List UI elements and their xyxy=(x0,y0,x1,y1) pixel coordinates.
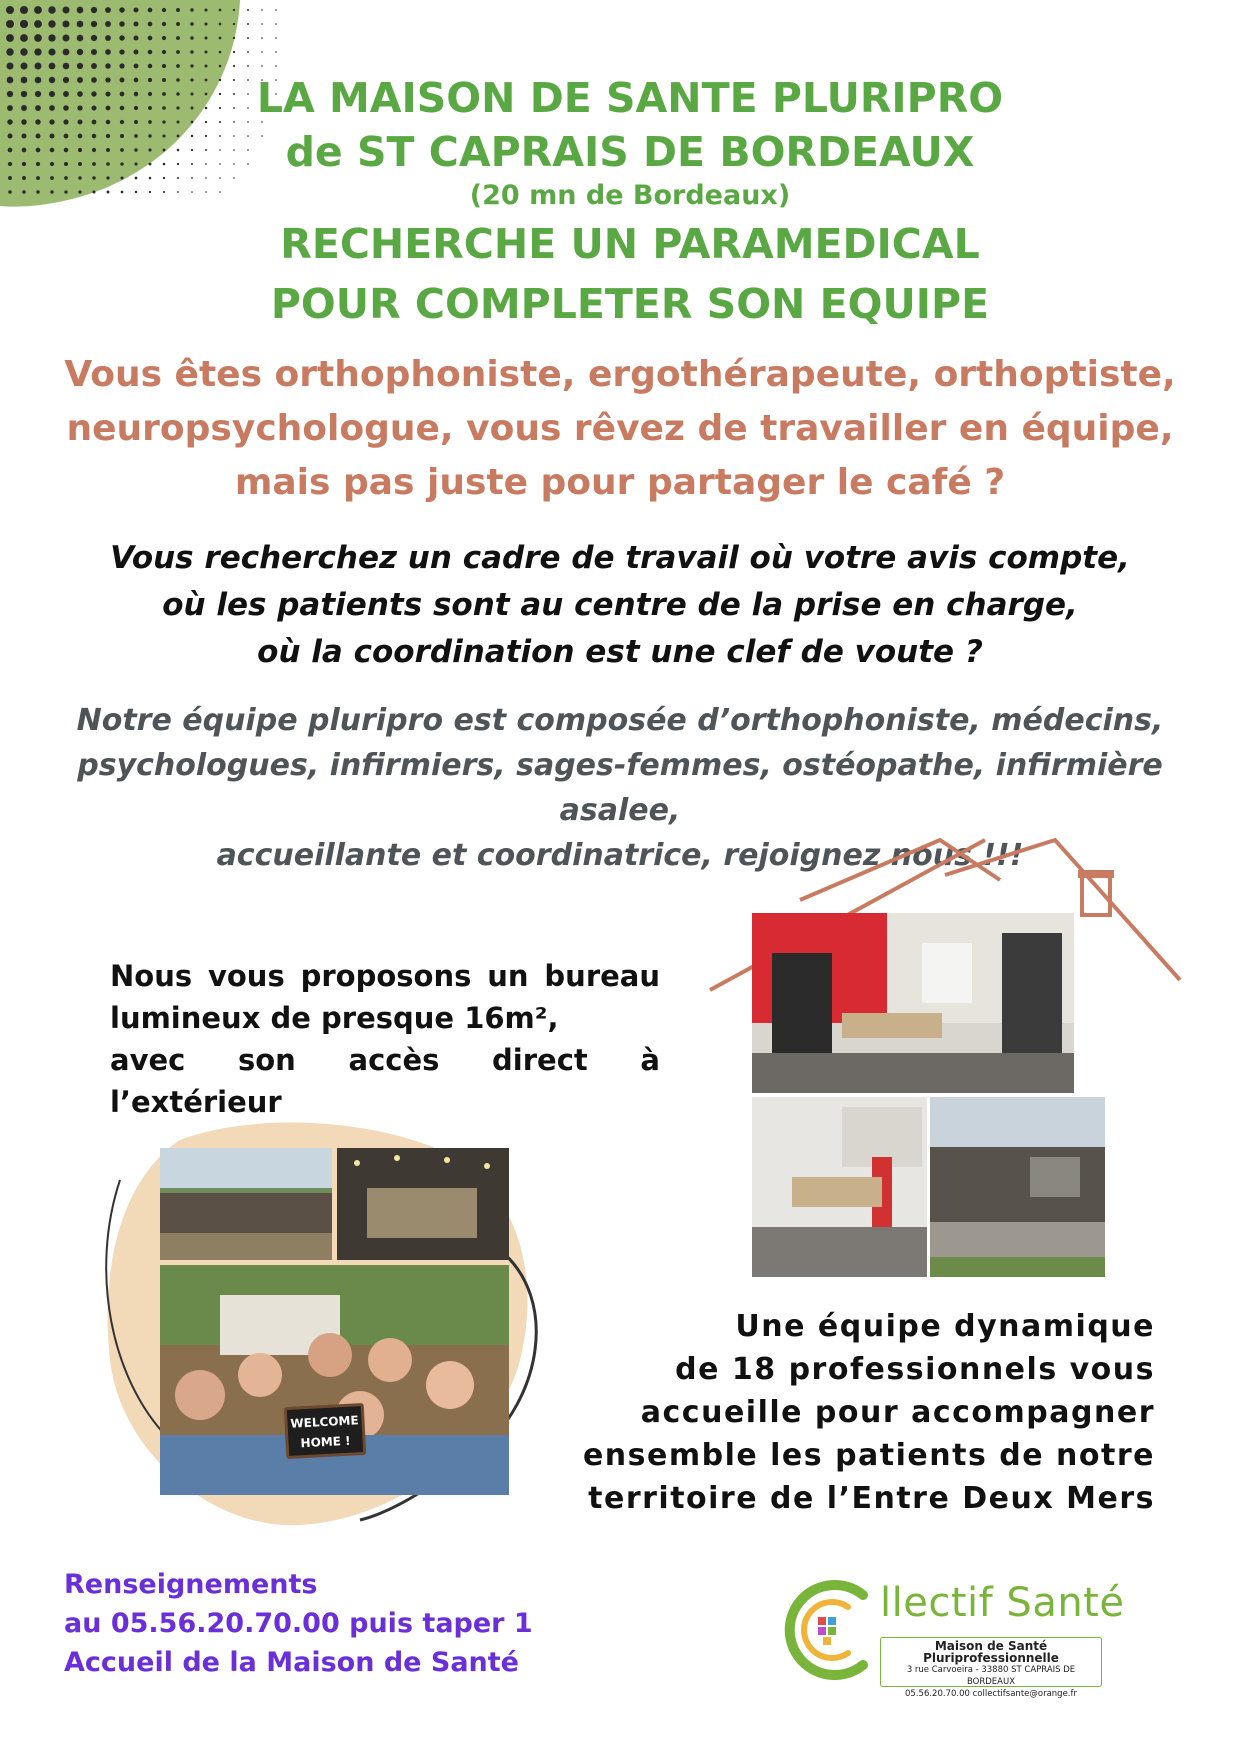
welcome-home-sign xyxy=(284,1403,367,1459)
logo-contact: 05.56.20.70.00 collectifsante@orange.fr xyxy=(905,1689,1077,1699)
logo-info-box xyxy=(880,1637,1102,1699)
dynamic-line: ensemble les patients de notre xyxy=(582,1438,1155,1473)
contact-phone: au 05.56.20.70.00 puis taper 1 xyxy=(64,1608,533,1639)
intro-line: Vous êtes orthophoniste, ergothérapeute, orthoptiste, xyxy=(64,354,1176,395)
office-line: avec son accès direct à l’extérieur xyxy=(110,1043,660,1119)
dynamic-line: territoire de l’Entre Deux Mers xyxy=(588,1481,1155,1516)
team-line: psychologues, infirmiers, sages-femmes, ostéopathe, infirmière asalee, xyxy=(77,748,1163,828)
team-photo-group xyxy=(160,1265,509,1495)
team-photo-outdoor xyxy=(160,1148,332,1260)
building-exterior-photo xyxy=(930,1097,1105,1277)
header-line-1: LA MAISON DE SANTE PLURIPRO xyxy=(256,74,1004,122)
dynamic-line: de 18 professionnels vous xyxy=(675,1352,1155,1387)
dynamic-line: accueille pour accompagner xyxy=(640,1395,1155,1430)
office-photo-room xyxy=(752,1097,927,1277)
question-line: où la coordination est une clef de voute ? xyxy=(257,634,983,670)
team-line: accueillante et coordinatrice, rejoignez nous !!! xyxy=(216,838,1024,873)
contact-line: Renseignements xyxy=(64,1569,318,1600)
intro-line: neuropsychologue, vous rêvez de travailler en équipe, xyxy=(66,408,1174,449)
logo-subtitle: Maison de Santé Pluriprofessionnelle xyxy=(923,1639,1059,1665)
header-line-4: RECHERCHE UN PARAMEDICAL xyxy=(280,220,980,268)
office-description xyxy=(110,955,660,1123)
question-paragraph xyxy=(80,535,1160,676)
welcome-sign-line: HOME ! xyxy=(300,1433,351,1451)
contact-info xyxy=(64,1565,664,1682)
question-line: où les patients sont au centre de la prise en charge, xyxy=(162,587,1078,623)
dynamic-line: Une équipe dynamique xyxy=(735,1309,1155,1344)
question-line: Vous recherchez un cadre de travail où votre avis compte, xyxy=(110,540,1130,576)
header-line-5: POUR COMPLETER SON EQUIPE xyxy=(270,280,990,328)
logo-address: 3 rue Carvoeira - 33880 ST CAPRAIS DE BORDEAUX xyxy=(906,1665,1076,1687)
office-line: Nous vous proposons un bureau lumineux de presque 16m², xyxy=(110,959,660,1035)
contact-line: Accueil de la Maison de Santé xyxy=(64,1647,519,1678)
welcome-sign-line: WELCOME xyxy=(290,1413,359,1431)
intro-paragraph xyxy=(60,348,1180,510)
team-photo-dinner xyxy=(337,1148,509,1260)
collectif-sante-logo-icon xyxy=(778,1575,878,1685)
header-distance: (20 mn de Bordeaux) xyxy=(469,180,791,211)
team-line: Notre équipe pluripro est composée d’orthophoniste, médecins, xyxy=(76,703,1164,738)
office-photo-main xyxy=(752,913,1074,1093)
team-dynamic-paragraph xyxy=(560,1305,1155,1520)
header-line-2: de ST CAPRAIS DE BORDEAUX xyxy=(285,128,975,176)
logo-wordmark: llectif Santé xyxy=(880,1580,1125,1626)
intro-line: mais pas juste pour partager le café ? xyxy=(234,462,1006,503)
